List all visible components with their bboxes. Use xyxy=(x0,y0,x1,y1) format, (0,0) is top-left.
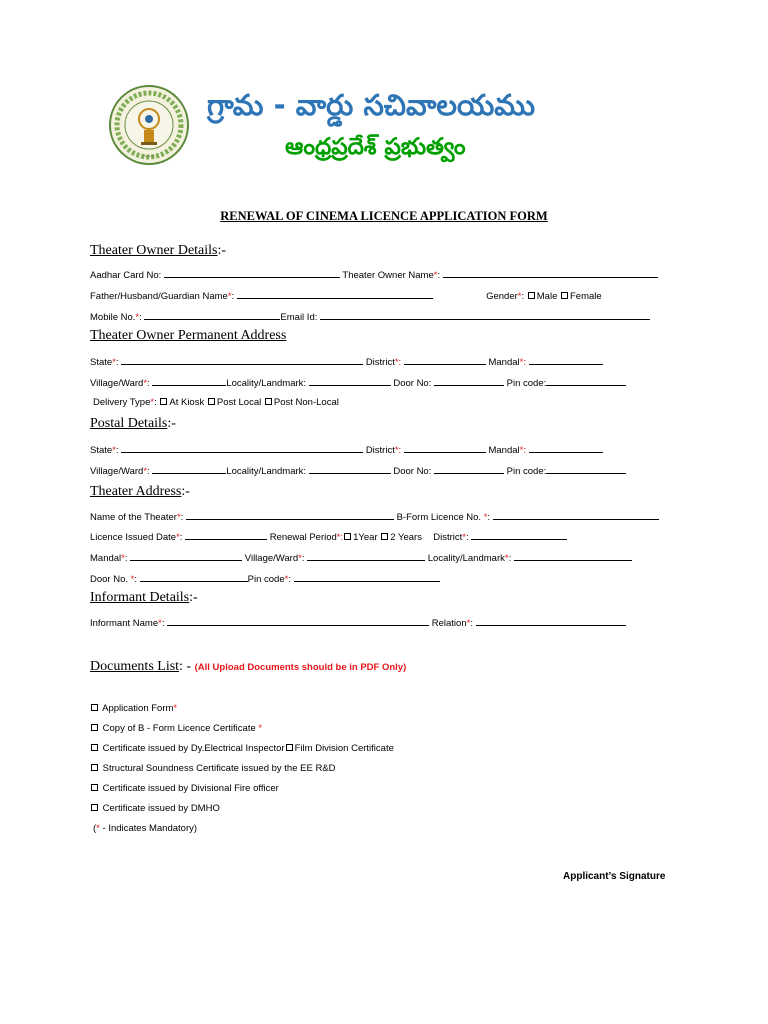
section-permanent-address xyxy=(90,328,286,344)
theater-district-label: District xyxy=(433,532,463,543)
theater-locality-label: Locality/Landmark xyxy=(427,553,505,564)
locality-label: Locality/Landmark: xyxy=(226,466,307,477)
row-aadhar: Aadhar Card No: Theater Owner Name*: xyxy=(90,268,658,282)
father-label: Father/Husband/Guardian Name xyxy=(90,291,228,302)
row-perm-state: State*: District*: Mandal*: xyxy=(90,355,603,369)
section-heading: Theater Owner Permanent Address xyxy=(90,328,287,343)
row-postal-village: Village/Ward*: Locality/Landmark: Door No: Pin code: xyxy=(90,464,626,478)
doc-item: Certificate issued by Dy.Electrical Inspector Film Division Certificate xyxy=(90,743,394,755)
owner-name-field[interactable] xyxy=(443,268,658,278)
mandal-field[interactable] xyxy=(529,355,603,365)
village-field[interactable] xyxy=(152,464,226,474)
year1-checkbox[interactable] xyxy=(344,533,351,540)
doc-checkbox[interactable] xyxy=(286,744,293,751)
theater-locality-field[interactable] xyxy=(514,551,632,561)
section-heading: Theater Owner Details xyxy=(90,243,218,258)
locality-field[interactable] xyxy=(309,376,391,386)
aadhar-label: Aadhar Card No: xyxy=(90,270,162,281)
theater-mandal-field[interactable] xyxy=(130,551,242,561)
section-heading: Informant Details xyxy=(90,590,190,605)
year2-checkbox[interactable] xyxy=(381,533,388,540)
doc-checkbox[interactable] xyxy=(91,724,98,731)
pin-field[interactable] xyxy=(546,376,626,386)
pdf-note: (All Upload Documents should be in PDF Only) xyxy=(194,662,407,673)
post-local-label: Post Local xyxy=(216,397,262,408)
row-postal-state: State*: District*: Mandal*: xyxy=(90,443,603,457)
state-label: State xyxy=(90,445,113,456)
post-nonlocal-label: Post Non-Local xyxy=(273,397,339,408)
village-label: Village/Ward xyxy=(90,466,144,477)
section-theater-address: Theater Address:- xyxy=(90,484,190,499)
post-local-checkbox[interactable] xyxy=(208,398,215,405)
door-field[interactable] xyxy=(434,376,504,386)
header-subtitle-telugu: ఆంధ్రప్రదేశ్ ప్రభుత్వం xyxy=(285,134,466,160)
row-licence-issued: Licence Issued Date*: Renewal Period*: 1Year 2 Years District*: xyxy=(90,530,567,544)
female-checkbox[interactable] xyxy=(561,292,568,299)
row-theater-mandal: Mandal*: Village/Ward*: Locality/Landmark*: xyxy=(90,551,632,565)
district-label: District xyxy=(365,357,395,368)
doc-item: Certificate issued by Divisional Fire officer xyxy=(90,783,279,795)
pin-label: Pin code: xyxy=(506,466,547,477)
svg-text:~~~: ~~~ xyxy=(142,154,156,160)
section-heading: Documents List xyxy=(90,659,180,674)
mandal-label: Mandal xyxy=(488,357,520,368)
email-label: Email Id: xyxy=(280,312,318,323)
row-perm-village: Village/Ward*: Locality/Landmark: Door No: Pin code: xyxy=(90,376,626,390)
year2-label: 2 Years xyxy=(390,532,422,543)
doc-checkbox[interactable] xyxy=(91,704,98,711)
section-heading: Postal Details xyxy=(90,416,168,431)
doc-item: Copy of B - Form Licence Certificate * xyxy=(90,723,262,735)
mandatory-note: (* - Indicates Mandatory) xyxy=(93,823,198,834)
header-title-telugu: గ్రామ - వార్డు సచివాలయము xyxy=(207,88,535,122)
email-field[interactable] xyxy=(320,310,650,320)
gender-label: Gender xyxy=(486,291,518,302)
kiosk-checkbox[interactable] xyxy=(160,398,167,405)
doc-item: Structural Soundness Certificate issued by the EE R&D xyxy=(90,763,336,775)
female-label: Female xyxy=(570,291,602,302)
form-title: RENEWAL OF CINEMA LICENCE APPLICATION FORM xyxy=(220,209,548,223)
informant-name-label: Informant Name xyxy=(90,618,159,629)
row-informant: Informant Name*: Relation*: xyxy=(90,616,626,630)
village-field[interactable] xyxy=(152,376,226,386)
doc-checkbox[interactable] xyxy=(91,804,98,811)
bform-field[interactable] xyxy=(493,510,659,520)
pin-label: Pin code: xyxy=(506,378,547,389)
door-label: Door No: xyxy=(393,466,432,477)
doc-checkbox[interactable] xyxy=(91,784,98,791)
relation-label: Relation xyxy=(431,618,467,629)
doc-checkbox[interactable] xyxy=(91,764,98,771)
theater-village-field[interactable] xyxy=(307,551,425,561)
locality-field[interactable] xyxy=(309,464,391,474)
year1-label: 1Year xyxy=(353,532,378,543)
section-informant-details: Informant Details:- xyxy=(90,590,198,605)
theater-name-label: Name of the Theater xyxy=(90,512,177,523)
theater-pin-label: Pin code xyxy=(247,574,285,585)
state-label: State xyxy=(90,357,113,368)
row-father: Father/Husband/Guardian Name*: Gender*: Male Female xyxy=(90,291,602,302)
state-field[interactable] xyxy=(121,355,363,365)
theater-door-label: Door No. xyxy=(90,574,131,585)
bform-label: B-Form Licence No. xyxy=(396,512,484,523)
doc-item: Application Form* xyxy=(90,703,177,715)
theater-district-field[interactable] xyxy=(471,530,567,540)
section-postal-details: Postal Details:- xyxy=(90,416,176,431)
mandal-field[interactable] xyxy=(529,443,603,453)
theater-mandal-label: Mandal xyxy=(90,553,122,564)
theater-name-field[interactable] xyxy=(186,510,394,520)
kiosk-label: At Kiosk xyxy=(169,397,205,408)
theater-village-label: Village/Ward xyxy=(244,553,299,564)
mobile-field[interactable] xyxy=(144,310,280,320)
issued-field[interactable] xyxy=(185,530,267,540)
relation-field[interactable] xyxy=(476,616,626,626)
district-field[interactable] xyxy=(404,355,486,365)
row-mobile: Mobile No.*: Email Id: xyxy=(90,310,650,324)
district-label: District xyxy=(365,445,395,456)
doc-item: Certificate issued by DMHO xyxy=(90,803,220,815)
father-field[interactable] xyxy=(237,289,433,299)
section-heading: Theater Address xyxy=(90,484,182,499)
theater-door-field[interactable] xyxy=(140,572,248,582)
informant-name-field[interactable] xyxy=(167,616,429,626)
issued-label: Licence Issued Date xyxy=(90,532,177,543)
district-field[interactable] xyxy=(404,443,486,453)
section-documents-list: Documents List: - (All Upload Documents should be in PDF Only) xyxy=(90,659,407,674)
mandal-label: Mandal xyxy=(488,445,520,456)
doc-checkbox[interactable] xyxy=(91,744,98,751)
male-checkbox[interactable] xyxy=(528,292,535,299)
aadhar-field[interactable] xyxy=(164,268,340,278)
state-emblem xyxy=(108,84,190,166)
row-theater-door: Door No. *: Pin code*: xyxy=(90,572,440,586)
state-field[interactable] xyxy=(121,443,363,453)
delivery-label: Delivery Type xyxy=(93,397,151,408)
section-owner-details: Theater Owner Details:- xyxy=(90,243,227,258)
owner-name-label: Theater Owner Name xyxy=(342,270,434,281)
pin-field[interactable] xyxy=(546,464,626,474)
applicant-signature-label: Applicant’s Signature xyxy=(563,871,666,882)
male-label: Male xyxy=(536,291,558,302)
post-nonlocal-checkbox[interactable] xyxy=(265,398,272,405)
locality-label: Locality/Landmark: xyxy=(226,378,307,389)
door-field[interactable] xyxy=(434,464,504,474)
mobile-label: Mobile No. xyxy=(90,312,136,323)
door-label: Door No: xyxy=(393,378,432,389)
row-theater-name: Name of the Theater*: B-Form Licence No. *: xyxy=(90,510,659,524)
village-label: Village/Ward xyxy=(90,378,144,389)
renewal-label: Renewal Period xyxy=(269,532,337,543)
theater-pin-field[interactable] xyxy=(294,572,440,582)
row-delivery: Delivery Type*: At Kiosk Post Local Post Non-Local xyxy=(93,397,339,408)
